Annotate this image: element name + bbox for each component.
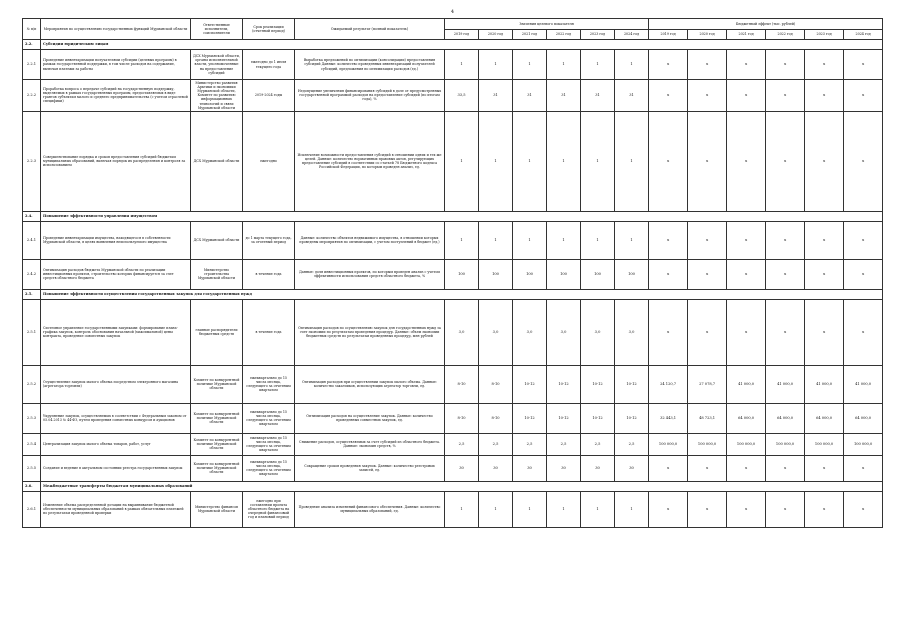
target-value: 31 (513, 80, 547, 112)
budget-effect: 64 000,0 (844, 403, 883, 433)
budget-effect: x (649, 455, 688, 481)
target-value: 1 (445, 111, 479, 211)
budget-effect: x (649, 299, 688, 365)
target-value: 3,0 (513, 299, 547, 365)
executor: Комитет по конкурентной политике Мурманской области (191, 403, 243, 433)
table-row (23, 299, 883, 365)
table-row (23, 259, 883, 289)
target-value: 100 (479, 259, 513, 289)
budget-effect: x (766, 221, 805, 259)
executor: главные распорядители бюджетных средств (191, 299, 243, 365)
budget-effect: x (766, 491, 805, 527)
budget-effect: x (727, 299, 766, 365)
budget-effect: 24 120,7 (649, 365, 688, 403)
target-value: 8-10 (445, 403, 479, 433)
year-header: 2021 год (727, 29, 766, 40)
table-row (23, 365, 883, 403)
year-header: 2019 год (649, 29, 688, 40)
header-row (23, 19, 883, 30)
budget-effect: x (727, 259, 766, 289)
year-header: 2021 год (513, 29, 547, 40)
budget-effect: x (766, 50, 805, 80)
target-value: 30 (615, 455, 649, 481)
expected-result: Оптимизация расходов на осуществление закупок. Данные: количество проведенных совместных закупок, ед. (295, 403, 445, 433)
measure-name: Укрупнение закупок, осуществляемых в соответствии с Федеральным законом от 05.04.2013 № 44-ФЗ, путем проведения совместных конкурсов и аукционов (41, 403, 191, 433)
deadline: 2019-2024 годы (243, 80, 295, 112)
budget-effect: 100 000,0 (766, 433, 805, 455)
budget-effect: x (727, 491, 766, 527)
row-number: 2.2.1 (23, 50, 41, 80)
target-value: 1 (547, 50, 581, 80)
budget-effect: x (649, 259, 688, 289)
measure-name: Оптимизация расходов бюджета Мурманской области по реализации инвестиционных проектов, строительство которых финансируется за счет средств областного бюджета (41, 259, 191, 289)
expected-result: Оптимизация расходов по осуществлению закупок для государственных нужд за счет экономии по результатам проведения процедур. Данные: объем экономии бюджетных средств по результатам проведенных процедур, млн рублей (295, 299, 445, 365)
budget-effect: x (805, 455, 844, 481)
table-row (23, 50, 883, 80)
measures-table (22, 18, 883, 528)
budget-effect: 100 000,0 (727, 433, 766, 455)
target-value: 8-10 (479, 403, 513, 433)
expected-result: Выработка предложений по оптимизации (консолидации) предоставления субсидий Данные: количество проведенных инвентаризаций получателей субсидий, предложения по оптимизации расходов (ед.) (295, 50, 445, 80)
target-value: 30 (479, 455, 513, 481)
section-code: 2.5. (23, 289, 41, 299)
measure-name: Совершенствование порядка и сроков предоставления субсидий бюджетам муниципальных образований, включая порядок их распределения и контроля за использованием (41, 111, 191, 211)
target-value: 31 (479, 80, 513, 112)
budget-effect: x (688, 221, 727, 259)
budget-effect: 100 000,0 (844, 433, 883, 455)
target-value: 2,5 (547, 433, 581, 455)
target-value: 1 (615, 111, 649, 211)
executor: ДСХ Мурманской области (191, 111, 243, 211)
budget-effect: x (844, 259, 883, 289)
budget-effect: 41 000,0 (805, 365, 844, 403)
target-value: 2,5 (615, 433, 649, 455)
target-value: 100 (615, 259, 649, 289)
budget-effect: 100 000,0 (688, 433, 727, 455)
executor: Министерство развития Арктики и экономики Мурманской области, Комитет по развитию информационных технологий и связи Мурманской области (191, 80, 243, 112)
target-value: 3,0 (615, 299, 649, 365)
deadline: до 1 марта текущего года, за отчетный период (243, 221, 295, 259)
budget-effect: 64 000,0 (727, 403, 766, 433)
measure-name: Проведение инвентаризации получателями субсидии (целевых программ) в рамках государственной поддержки, в том числе расходов на содержание, включая платежи за работы (41, 50, 191, 80)
section-code: 2.4. (23, 211, 41, 221)
expected-result: Данные: доля инвестиционных проектов, по которым проведен анализ с учетом эффективности использования средств областного бюджета, % (295, 259, 445, 289)
measure-name: Проведение инвентаризации имущества, находящегося в собственности Мурманской области, в целях выявления неиспользуемого имущества (41, 221, 191, 259)
executor: ДСХ Мурманской области, органы исполнительной власти, уполномоченные на предоставление субсидий (191, 50, 243, 80)
deadline: ежеквартально до 15 числа месяца, следующего за отчетным кварталом (243, 433, 295, 455)
row-number: 2.5.2 (23, 365, 41, 403)
executor: Комитет по конкурентной политике Мурманской области (191, 455, 243, 481)
budget-effect: x (844, 111, 883, 211)
table-row (23, 111, 883, 211)
target-value: 100 (547, 259, 581, 289)
target-value: 30 (581, 455, 615, 481)
budget-effect: 100 000,0 (805, 433, 844, 455)
target-value: 1 (513, 111, 547, 211)
target-value: 10-12 (581, 365, 615, 403)
budget-effect: x (805, 491, 844, 527)
col-result-header: Ожидаемый результат (полный показатель) (295, 19, 445, 40)
budget-effect: x (688, 80, 727, 112)
row-number: 2.6.1 (23, 491, 41, 527)
deadline: ежегодно (243, 111, 295, 211)
executor: Комитет по конкурентной политике Мурманской области (191, 433, 243, 455)
year-header: 2023 год (805, 29, 844, 40)
year-header: 2023 год (581, 29, 615, 40)
budget-effect: x (844, 455, 883, 481)
budget-effect: x (688, 491, 727, 527)
table-row (23, 491, 883, 527)
expected-result: Исключение возможности предоставления субсидий в отношении одних и тех же целей. Данные: количество нормативных правовых актов, регулирующих предоставление субсидий в соответствии со статьей 78 Бюджетного кодекса Российской Федерации, по которым проведен анализ, ед. (295, 111, 445, 211)
target-value: 1 (445, 491, 479, 527)
budget-group-header: Бюджетный эффект (тыс. рублей) (649, 19, 883, 30)
target-value: 1 (513, 221, 547, 259)
year-header: 2022 год (766, 29, 805, 40)
target-value: 1 (547, 491, 581, 527)
deadline: ежегодно при составлении проекта областного бюджета на очередной финансовый год и плановый период (243, 491, 295, 527)
year-header: 2022 год (547, 29, 581, 40)
budget-effect: x (727, 221, 766, 259)
target-value: 1 (513, 50, 547, 80)
target-value: 30 (445, 455, 479, 481)
expected-result: Недопущение увеличения финансирования субсидий в доле от предусмотренных государственной программой расходов на предоставление субсидий (по итогам года), % (295, 80, 445, 112)
deadline: ежегодно до 1 июля текущего года (243, 50, 295, 80)
year-header: 2020 год (688, 29, 727, 40)
budget-effect: x (766, 455, 805, 481)
budget-effect: x (688, 50, 727, 80)
budget-effect: x (649, 491, 688, 527)
section-code: 2.6. (23, 481, 41, 491)
deadline: ежеквартально до 15 числа месяца, следующего за отчетным кварталом (243, 455, 295, 481)
section-row (23, 211, 883, 221)
target-value: 10-12 (547, 365, 581, 403)
year-header: 2024 год (844, 29, 883, 40)
target-value: 1 (513, 491, 547, 527)
target-value: 31 (547, 80, 581, 112)
target-value: 10-12 (513, 403, 547, 433)
target-value: 10-12 (615, 365, 649, 403)
target-value: 10-12 (547, 403, 581, 433)
budget-effect: x (688, 299, 727, 365)
target-value: 1 (581, 50, 615, 80)
row-number: 2.4.2 (23, 259, 41, 289)
target-value: 3,0 (547, 299, 581, 365)
budget-effect: x (727, 80, 766, 112)
budget-effect: x (805, 111, 844, 211)
budget-effect: x (649, 221, 688, 259)
budget-effect: x (766, 299, 805, 365)
target-value: 33,5 (445, 80, 479, 112)
measure-name: Проработка вопроса о передаче субсидий на государственную поддержку, выделяемых в рамках государственных программ, предоставляемых в виде грантов субъектам малого и среднего предпринимательства (с учетом отраслевой специфики) (41, 80, 191, 112)
target-value: 1 (615, 50, 649, 80)
budget-effect: x (844, 299, 883, 365)
budget-effect: x (766, 259, 805, 289)
target-value: 1 (581, 491, 615, 527)
budget-effect: x (805, 80, 844, 112)
section-title: Межбюджетные трансферты бюджетам муниципальных образований (41, 481, 883, 491)
target-value: 8-10 (445, 365, 479, 403)
target-value: 8-10 (479, 365, 513, 403)
budget-effect: 27 078,7 (688, 365, 727, 403)
section-row (23, 481, 883, 491)
table-row (23, 221, 883, 259)
section-title: Повышение эффективности осуществления государственных закупок для государственных нужд (41, 289, 883, 299)
target-value: 1 (445, 221, 479, 259)
target-value: 1 (479, 491, 513, 527)
budget-effect: 32 443,1 (649, 403, 688, 433)
budget-effect: x (649, 111, 688, 211)
expected-result: Оптимизация расходов при осуществлении закупок малого объема. Данные: количество заказчиков, использующих агрегатор торговли, ед. (295, 365, 445, 403)
target-value: 1 (547, 111, 581, 211)
row-number: 2.4.1 (23, 221, 41, 259)
target-value: 2,5 (581, 433, 615, 455)
values-group-header: Значения целевого показателя (445, 19, 649, 30)
target-value: 10-12 (581, 403, 615, 433)
target-value: 31 (581, 80, 615, 112)
year-header: 2019 год (445, 29, 479, 40)
deadline: в течение года (243, 259, 295, 289)
budget-effect: x (844, 491, 883, 527)
row-number: 2.2.2 (23, 80, 41, 112)
deadline: ежеквартально до 15 числа месяца, следующего за отчетным кварталом (243, 365, 295, 403)
row-number: 2.2.3 (23, 111, 41, 211)
budget-effect: x (727, 50, 766, 80)
expected-result: Снижение расходов, осуществляемых за счет субсидий из областного бюджета. Данные: экономия средств, % (295, 433, 445, 455)
budget-effect: x (727, 111, 766, 211)
budget-effect: x (766, 111, 805, 211)
col-name-header: Мероприятия по осуществлению государственных функций Мурманской области (41, 19, 191, 40)
budget-effect: x (805, 221, 844, 259)
budget-effect: x (727, 455, 766, 481)
target-value: 3,0 (581, 299, 615, 365)
budget-effect: x (649, 80, 688, 112)
page-number: 4 (450, 9, 455, 15)
table-row (23, 403, 883, 433)
target-value: 100 (581, 259, 615, 289)
col-no-header: № п/п (23, 19, 41, 40)
budget-effect: x (688, 455, 727, 481)
executor: Министерство финансов Мурманской области (191, 491, 243, 527)
row-number: 2.5.4 (23, 433, 41, 455)
target-value: 2,5 (445, 433, 479, 455)
deadline: в течение года (243, 299, 295, 365)
budget-effect: x (844, 50, 883, 80)
section-title: Субсидии юридическим лицам (41, 40, 883, 50)
budget-effect: x (766, 80, 805, 112)
budget-effect: 100 000,0 (649, 433, 688, 455)
row-number: 2.5.3 (23, 403, 41, 433)
expected-result: Проведение анализа изменений финансового обеспечения. Данные: количество муниципальных образований, ед. (295, 491, 445, 527)
target-value: 3,0 (479, 299, 513, 365)
target-value: 100 (445, 259, 479, 289)
target-value: 1 (581, 111, 615, 211)
row-number: 2.5.5 (23, 455, 41, 481)
expected-result: Данные: количество объектов недвижимого имущества, в отношении которых проведены мероприятия по оптимизации, с учетом поступлений в бюджет (ед.) (295, 221, 445, 259)
measure-name: Централизация закупок малого объема товаров, работ, услуг (41, 433, 191, 455)
budget-effect: 41 000,0 (766, 365, 805, 403)
budget-effect: 64 000,0 (805, 403, 844, 433)
measure-name: Системное управление государственными закупками: формирование плана-графика закупок, контроль обоснования начальной (максимальной) цены контракта, проведение совместных закупок (41, 299, 191, 365)
budget-effect: 48 723,1 (688, 403, 727, 433)
target-value: 1 (445, 50, 479, 80)
executor: Комитет по конкурентной политике Мурманской области (191, 365, 243, 403)
budget-effect: x (649, 50, 688, 80)
target-value: 30 (547, 455, 581, 481)
executor: Министерство строительства Мурманской области (191, 259, 243, 289)
measure-name: Создание и ведение в актуальном состоянии реестра государственных закупок (41, 455, 191, 481)
budget-effect: x (805, 299, 844, 365)
target-value: 2,5 (513, 433, 547, 455)
measure-name: Осуществление закупок малого объема посредством электронного магазина (агрегатора торговли) (41, 365, 191, 403)
target-value: 100 (513, 259, 547, 289)
target-value: 1 (581, 221, 615, 259)
target-value: 1 (615, 491, 649, 527)
section-row (23, 40, 883, 50)
budget-effect: x (688, 259, 727, 289)
budget-effect: x (844, 221, 883, 259)
col-deadline-header: Срок реализации (отчетный период) (243, 19, 295, 40)
section-title: Повышение эффективности управления имуществом (41, 211, 883, 221)
section-row (23, 289, 883, 299)
budget-effect: 41 000,0 (844, 365, 883, 403)
table-row (23, 455, 883, 481)
measure-name: Изменение объема распределенной дотации на выравнивание бюджетной обеспеченности муниципальных образований в рамках обязательных платежей по результатам проведенной проверки (41, 491, 191, 527)
row-number: 2.5.1 (23, 299, 41, 365)
expected-result: Сокращение сроков проведения закупок. Данные: количество реестровых записей, ед. (295, 455, 445, 481)
target-value: 30 (513, 455, 547, 481)
target-value: 3,0 (445, 299, 479, 365)
target-value: 2,5 (479, 433, 513, 455)
budget-effect: x (688, 111, 727, 211)
table-row (23, 80, 883, 112)
budget-effect: x (844, 80, 883, 112)
target-value: 1 (615, 221, 649, 259)
target-value: 10-12 (513, 365, 547, 403)
executor: ДСХ Мурманской области (191, 221, 243, 259)
year-header: 2024 год (615, 29, 649, 40)
budget-effect: 64 000,0 (766, 403, 805, 433)
col-executor-header: Ответственные исполнители, соисполнители (191, 19, 243, 40)
budget-effect: x (805, 259, 844, 289)
target-value: 1 (479, 50, 513, 80)
budget-effect: x (805, 50, 844, 80)
target-value: 10-12 (615, 403, 649, 433)
target-value: 1 (479, 221, 513, 259)
year-header: 2020 год (479, 29, 513, 40)
target-value: 1 (547, 221, 581, 259)
target-value: 1 (479, 111, 513, 211)
table-row (23, 433, 883, 455)
budget-effect: 41 000,0 (727, 365, 766, 403)
section-code: 2.2. (23, 40, 41, 50)
deadline: ежеквартально до 15 числа месяца, следующего за отчетным кварталом (243, 403, 295, 433)
target-value: 31 (615, 80, 649, 112)
